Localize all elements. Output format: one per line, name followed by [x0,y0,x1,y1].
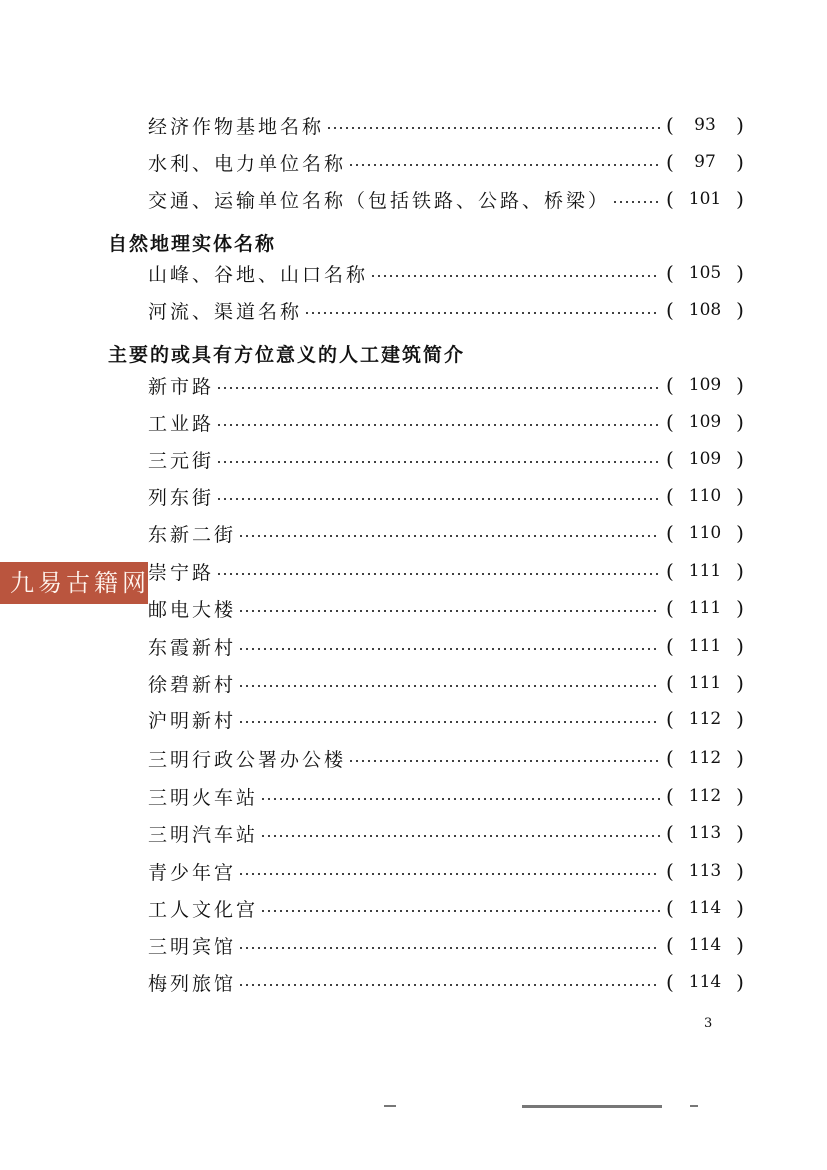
toc-entry[interactable] [148,110,744,140]
page-number: 3 [704,1016,713,1031]
open-paren: ( [666,447,674,471]
open-paren: ( [666,859,674,883]
entry-page-ref [666,484,744,508]
entry-page-ref [666,261,744,285]
close-paren: ) [736,373,744,397]
open-paren: ( [666,373,674,397]
entry-page: 109 [688,375,722,395]
entry-page-ref [666,596,744,620]
entry-page-ref [666,784,744,808]
toc-entry[interactable] [148,668,744,698]
toc-entry[interactable] [148,781,744,811]
entry-title: 崇宁路 [148,561,215,584]
toc-entry[interactable] [148,370,744,400]
leader-dots [238,648,660,650]
leader-dots [370,275,660,277]
entry-page: 114 [688,935,722,955]
leader-dots [326,127,660,129]
close-paren: ) [736,671,744,695]
entry-title: 三明宾馆 [148,935,237,958]
close-paren: ) [736,970,744,994]
toc-entry[interactable] [148,893,744,923]
entry-page: 105 [688,263,722,283]
entry-page-ref [666,298,744,322]
entry-title: 水利、电力单位名称 [148,152,347,175]
toc-entry[interactable] [148,258,744,288]
close-paren: ) [736,484,744,508]
entry-title: 山峰、谷地、山口名称 [148,263,369,286]
scan-artifact [384,1105,396,1107]
entry-page: 109 [688,449,722,469]
entry-page-ref [666,373,744,397]
leader-dots [304,312,660,314]
entry-title: 三明行政公署办公楼 [148,748,347,771]
leader-dots [216,461,660,463]
toc-entry[interactable] [148,704,744,734]
entry-page: 111 [688,673,722,693]
entry-title: 三明火车站 [148,786,259,809]
entry-page-ref [666,970,744,994]
open-paren: ( [666,707,674,731]
open-paren: ( [666,896,674,920]
open-paren: ( [666,596,674,620]
entry-page: 111 [688,636,722,656]
toc-entry[interactable] [148,930,744,960]
close-paren: ) [736,821,744,845]
entry-page: 113 [688,823,722,843]
close-paren: ) [736,410,744,434]
leader-dots [238,535,660,537]
leader-dots [216,424,660,426]
scan-artifact [690,1105,698,1107]
leader-dots [216,573,660,575]
open-paren: ( [666,559,674,583]
entry-title: 东新二街 [148,523,237,546]
entry-page-ref [666,671,744,695]
entry-page: 112 [688,709,722,729]
entry-title: 工人文化宫 [148,898,259,921]
toc-entry[interactable] [148,967,744,997]
entry-page: 110 [688,523,722,543]
toc-entry[interactable] [148,147,744,177]
open-paren: ( [666,298,674,322]
entry-page: 113 [688,861,722,881]
leader-dots [238,610,660,612]
entry-title: 东霞新村 [148,636,237,659]
entry-page-ref [666,113,744,137]
close-paren: ) [736,559,744,583]
open-paren: ( [666,634,674,658]
close-paren: ) [736,596,744,620]
entry-page-ref [666,746,744,770]
entry-page-ref [666,634,744,658]
entry-title: 河流、渠道名称 [148,300,303,323]
entry-title: 邮电大楼 [148,598,237,621]
entry-page-ref [666,707,744,731]
entry-page-ref [666,187,744,211]
leader-dots [260,835,660,837]
leader-dots [348,760,660,762]
watermark-banner: 九易古籍网 [0,562,148,604]
entry-title: 新市路 [148,375,215,398]
leader-dots [238,873,660,875]
open-paren: ( [666,933,674,957]
open-paren: ( [666,784,674,808]
toc-entry[interactable] [148,518,744,548]
toc-entry[interactable] [148,556,744,586]
toc-entry[interactable] [148,631,744,661]
open-paren: ( [666,261,674,285]
leader-dots [216,387,660,389]
open-paren: ( [666,150,674,174]
entry-page: 97 [694,152,716,172]
entry-title: 三元街 [148,449,215,472]
close-paren: ) [736,859,744,883]
toc-entry[interactable] [148,184,744,214]
toc-entry[interactable] [148,407,744,437]
close-paren: ) [736,187,744,211]
leader-dots [238,685,660,687]
open-paren: ( [666,821,674,845]
entry-page: 111 [688,561,722,581]
leader-dots [238,984,660,986]
open-paren: ( [666,187,674,211]
open-paren: ( [666,113,674,137]
entry-page: 112 [688,748,722,768]
entry-page-ref [666,896,744,920]
close-paren: ) [736,521,744,545]
leader-dots [348,164,660,166]
close-paren: ) [736,113,744,137]
open-paren: ( [666,521,674,545]
leader-dots [216,498,660,500]
entry-page: 114 [688,972,722,992]
entry-page-ref [666,447,744,471]
toc-entry[interactable] [148,818,744,848]
entry-title: 经济作物基地名称 [148,115,325,138]
entry-page: 112 [688,786,722,806]
entry-title: 沪明新村 [148,709,237,732]
close-paren: ) [736,447,744,471]
close-paren: ) [736,707,744,731]
entry-page: 108 [688,300,722,320]
leader-dots [612,201,660,203]
entry-title: 列东街 [148,486,215,509]
close-paren: ) [736,896,744,920]
toc-entry[interactable] [148,743,744,773]
toc-entry[interactable] [148,856,744,886]
entry-page: 110 [688,486,722,506]
entry-page-ref [666,521,744,545]
leader-dots [260,910,660,912]
open-paren: ( [666,746,674,770]
close-paren: ) [736,634,744,658]
entry-page-ref [666,559,744,583]
toc-entry[interactable] [148,481,744,511]
entry-page-ref [666,933,744,957]
close-paren: ) [736,784,744,808]
toc-entry[interactable] [148,444,744,474]
scan-artifact [522,1105,662,1108]
entry-title: 工业路 [148,412,215,435]
open-paren: ( [666,484,674,508]
close-paren: ) [736,746,744,770]
entry-page: 93 [694,115,716,135]
section-heading: 自然地理实体名称 [108,233,277,255]
entry-page-ref [666,859,744,883]
toc-entry[interactable] [148,593,744,623]
leader-dots [238,947,660,949]
entry-page: 109 [688,412,722,432]
close-paren: ) [736,261,744,285]
entry-page-ref [666,410,744,434]
open-paren: ( [666,410,674,434]
entry-page-ref [666,821,744,845]
entry-page: 101 [688,189,722,209]
entry-page: 111 [688,598,722,618]
entry-title: 青少年宫 [148,861,237,884]
close-paren: ) [736,150,744,174]
entry-title: 交通、运输单位名称（包括铁路、公路、桥梁） [148,189,611,212]
entry-page-ref [666,150,744,174]
entry-title: 徐碧新村 [148,673,237,696]
entry-title: 三明汽车站 [148,823,259,846]
open-paren: ( [666,671,674,695]
open-paren: ( [666,970,674,994]
section-heading: 主要的或具有方位意义的人工建筑简介 [108,344,466,366]
close-paren: ) [736,933,744,957]
leader-dots [260,798,660,800]
leader-dots [238,721,660,723]
toc-entry[interactable] [148,295,744,325]
close-paren: ) [736,298,744,322]
entry-title: 梅列旅馆 [148,972,237,995]
entry-page: 114 [688,898,722,918]
